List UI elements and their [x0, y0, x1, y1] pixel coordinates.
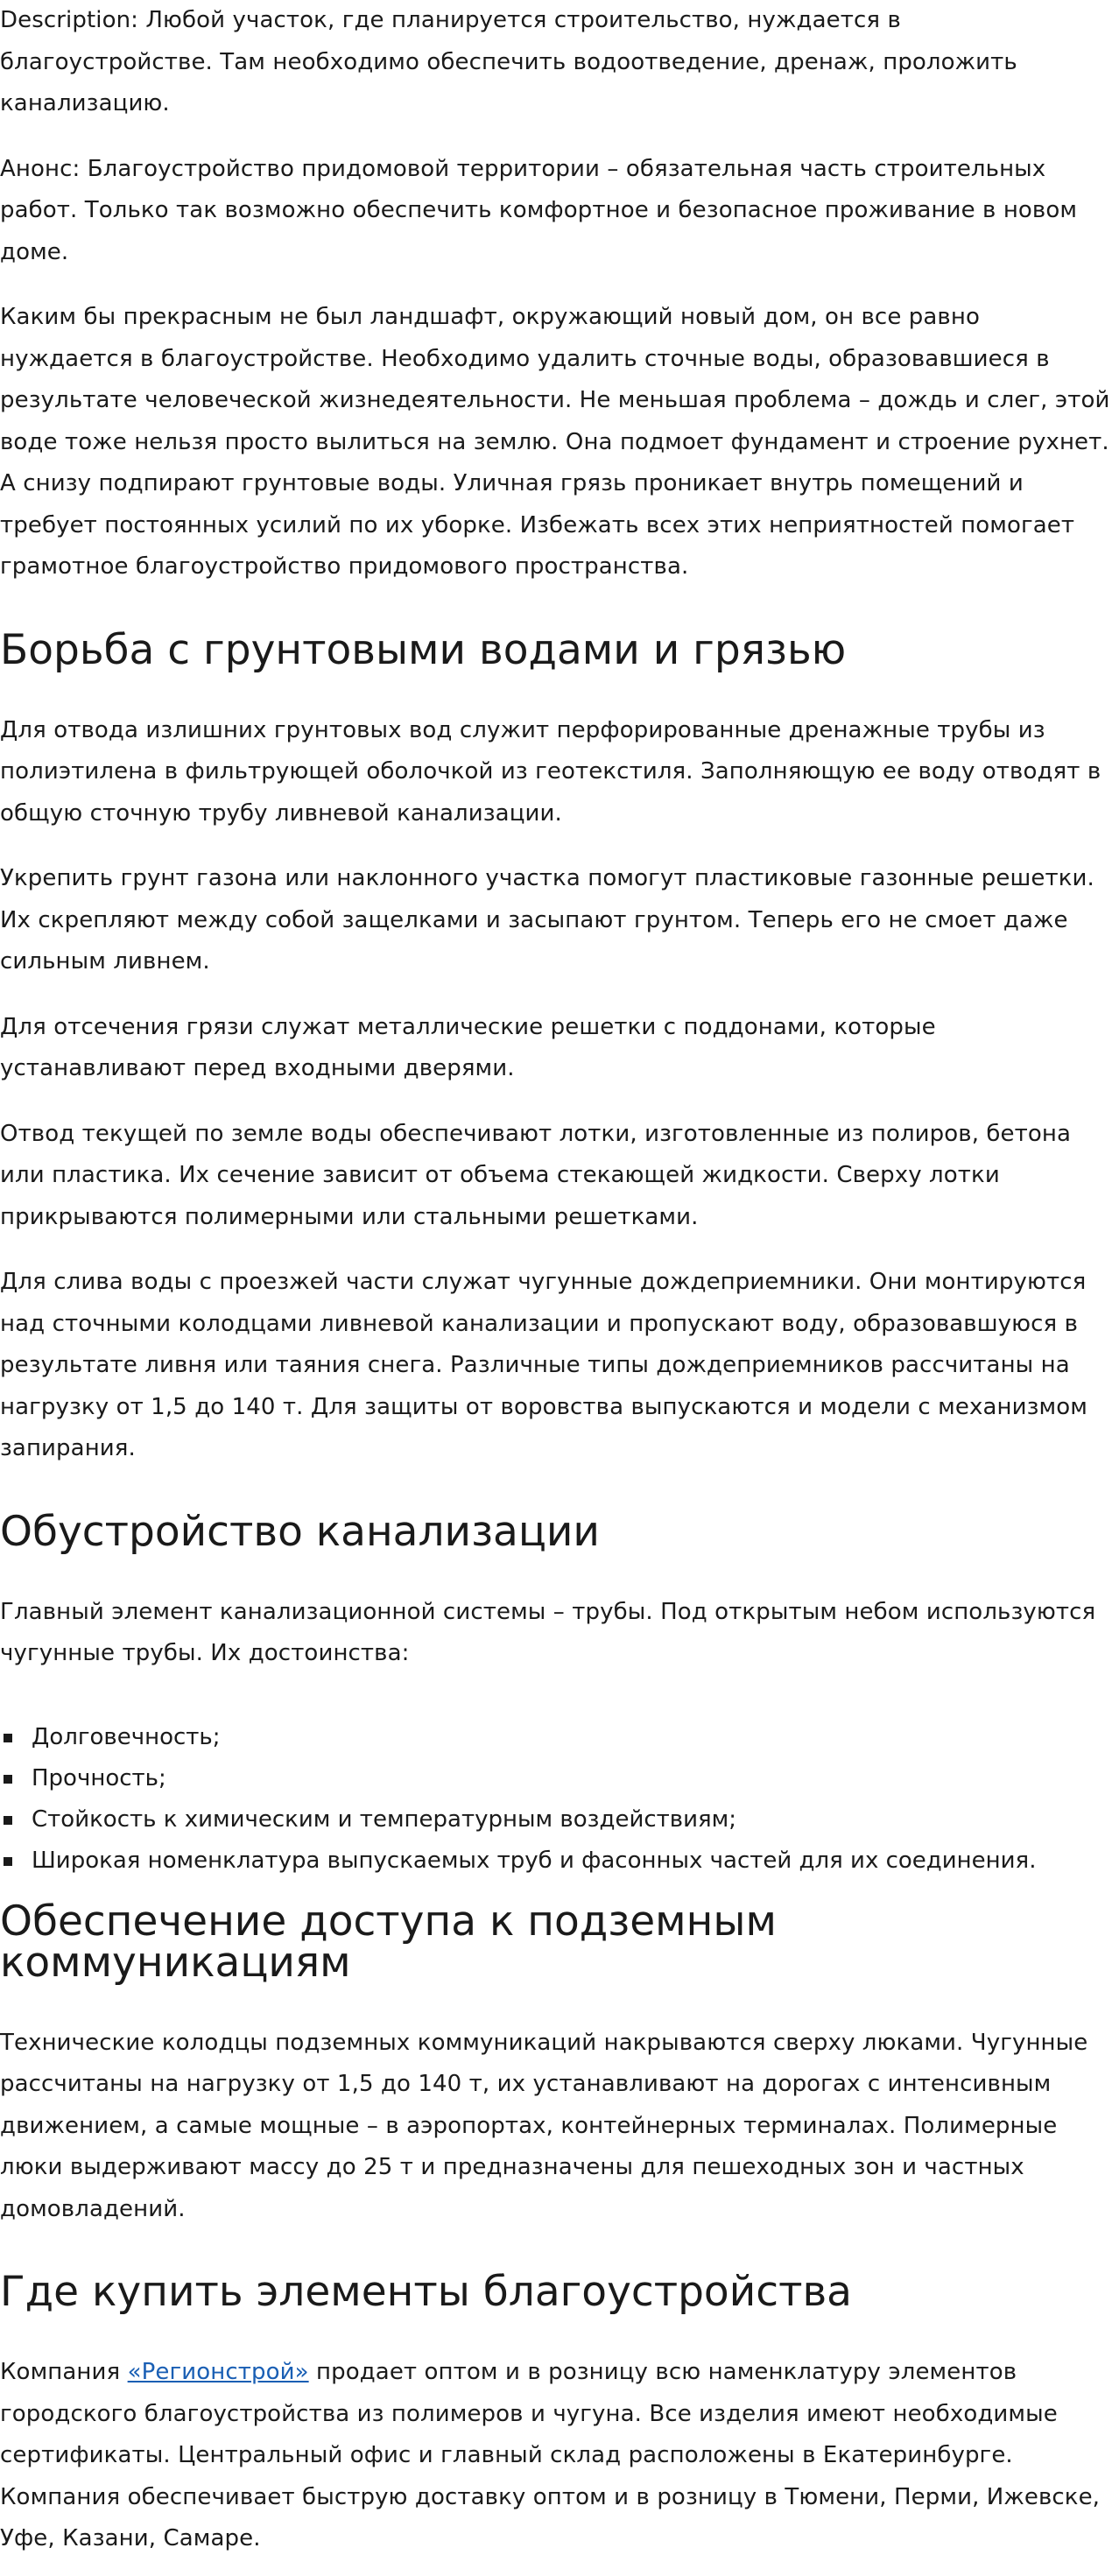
section1-paragraph-5: Для слива воды с проезжей части служат чугунные дождеприемники. Они монтируются над сточными колодцами ливневой канализации и пропускают воду, образовавшуюся в результате ливня или таяния снега. Различные типы дождеприемников рассчитаны на нагрузку от 1,5 до 140 т. Для защиты от воровства выпускаются и модели с механизмом запирания.: [0, 1269, 1087, 1461]
intro-paragraph: Каким бы прекрасным не был ландшафт, окружающий новый дом, он все равно нуждается в благоустройстве. Необходимо удалить сточные воды, образовавшиеся в результате человеческой жизнедеятельности. Не меньшая проблема – дождь и слег, этой воде тоже нельзя просто вылиться на землю. Она подмоет фундамент и строение рухнет. А снизу подпирают грунтовые воды. Уличная грязь проникает внутрь помещений и требует постоянных усилий по их уборке. Избежать всех этих неприятностей помогает грамотное благоустройство придомового пространства.: [0, 304, 1110, 580]
section1-paragraph-2: Укрепить грунт газона или наклонного участка помогут пластиковые газонные решетки. Их скрепляют между собой защелками и засыпают грунтом. Теперь его не смоет даже сильным ливнем.: [0, 865, 1094, 975]
section-heading-groundwater: Борьба с грунтовыми водами и грязью: [0, 625, 847, 674]
company-link[interactable]: «Регионстрой»: [127, 2359, 309, 2385]
section1-paragraph-4: Отвод текущей по земле воды обеспечивают лотки, изготовленные из полиров, бетона или пластика. Их сечение зависит от объема стекающей жидкости. Сверху лотки прикрываются полимерными или стальными решетками.: [0, 1120, 1072, 1230]
section-heading-where-to-buy: Где купить элементы благоустройства: [0, 2268, 852, 2316]
bullet-icon: [4, 1734, 12, 1742]
description-paragraph: Description: Любой участок, где планируется строительство, нуждается в благоустройстве. Там необходимо обеспечить водоотведение, дренаж, проложить канализацию.: [0, 7, 1017, 116]
company-prefix: Компания: [0, 2359, 128, 2385]
list-item: Долговечность;: [0, 1717, 1112, 1758]
list-item: Прочность;: [0, 1758, 1112, 1799]
bullet-icon: [4, 1857, 12, 1866]
section-heading-underground-access: Обеспечение доступа к подземным коммуникациям: [0, 1897, 777, 1987]
section4-paragraph-1: [0, 2352, 1112, 2560]
bullet-icon: [4, 1775, 12, 1784]
list-item: Стойкость к химическим и температурным воздействиям;: [0, 1799, 1112, 1841]
section3-paragraph-1: Технические колодцы подземных коммуникаций накрываются сверху люками. Чугунные рассчитаны на нагрузку от 1,5 до 140 т, их устанавливают на дорогах с интенсивным движением, а самые мощные – в аэропортах, контейнерных терминалах. Полимерные люки выдерживают массу до 25 т и предназначены для пешеходных зон и частных домовладений.: [0, 2029, 1088, 2222]
list-item: Широкая номенклатура выпускаемых труб и фасонных частей для их соединения.: [0, 1841, 1112, 1882]
section-heading-sewerage: Обустройство канализации: [0, 1507, 600, 1556]
company-description: продает оптом и в розницу всю наменклатуру элементов городского благоустройства из полимеров и чугуна. Все изделия имеют необходимые сертификаты. Центральный офис и главный склад расположены в Екатеринбурге. Компания обеспечивает быструю доставку оптом и в розницу в Тюмени, Перми, Ижевске, Уфе, Казани, Самаре.: [0, 2359, 1101, 2551]
announce-paragraph: Анонс: Благоустройство придомовой территории – обязательная часть строительных работ. Только так возможно обеспечить комфортное и безопасное проживание в новом доме.: [0, 155, 1078, 265]
advantages-list: [0, 1717, 1112, 1882]
section2-paragraph-1: Главный элемент канализационной системы – трубы. Под открытым небом используются чугунные трубы. Их достоинства:: [0, 1598, 1096, 1666]
bullet-icon: [4, 1816, 12, 1825]
section1-paragraph-1: Для отвода излишних грунтовых вод служит перфорированные дренажные трубы из полиэтилена в фильтрующей оболочкой из геотекстиля. Заполняющую ее воду отводят в общую сточную трубу ливневой канализации.: [0, 716, 1101, 827]
section1-paragraph-3: Для отсечения грязи служат металлические решетки с поддонами, которые устанавливают перед входными дверями.: [0, 1013, 936, 1081]
